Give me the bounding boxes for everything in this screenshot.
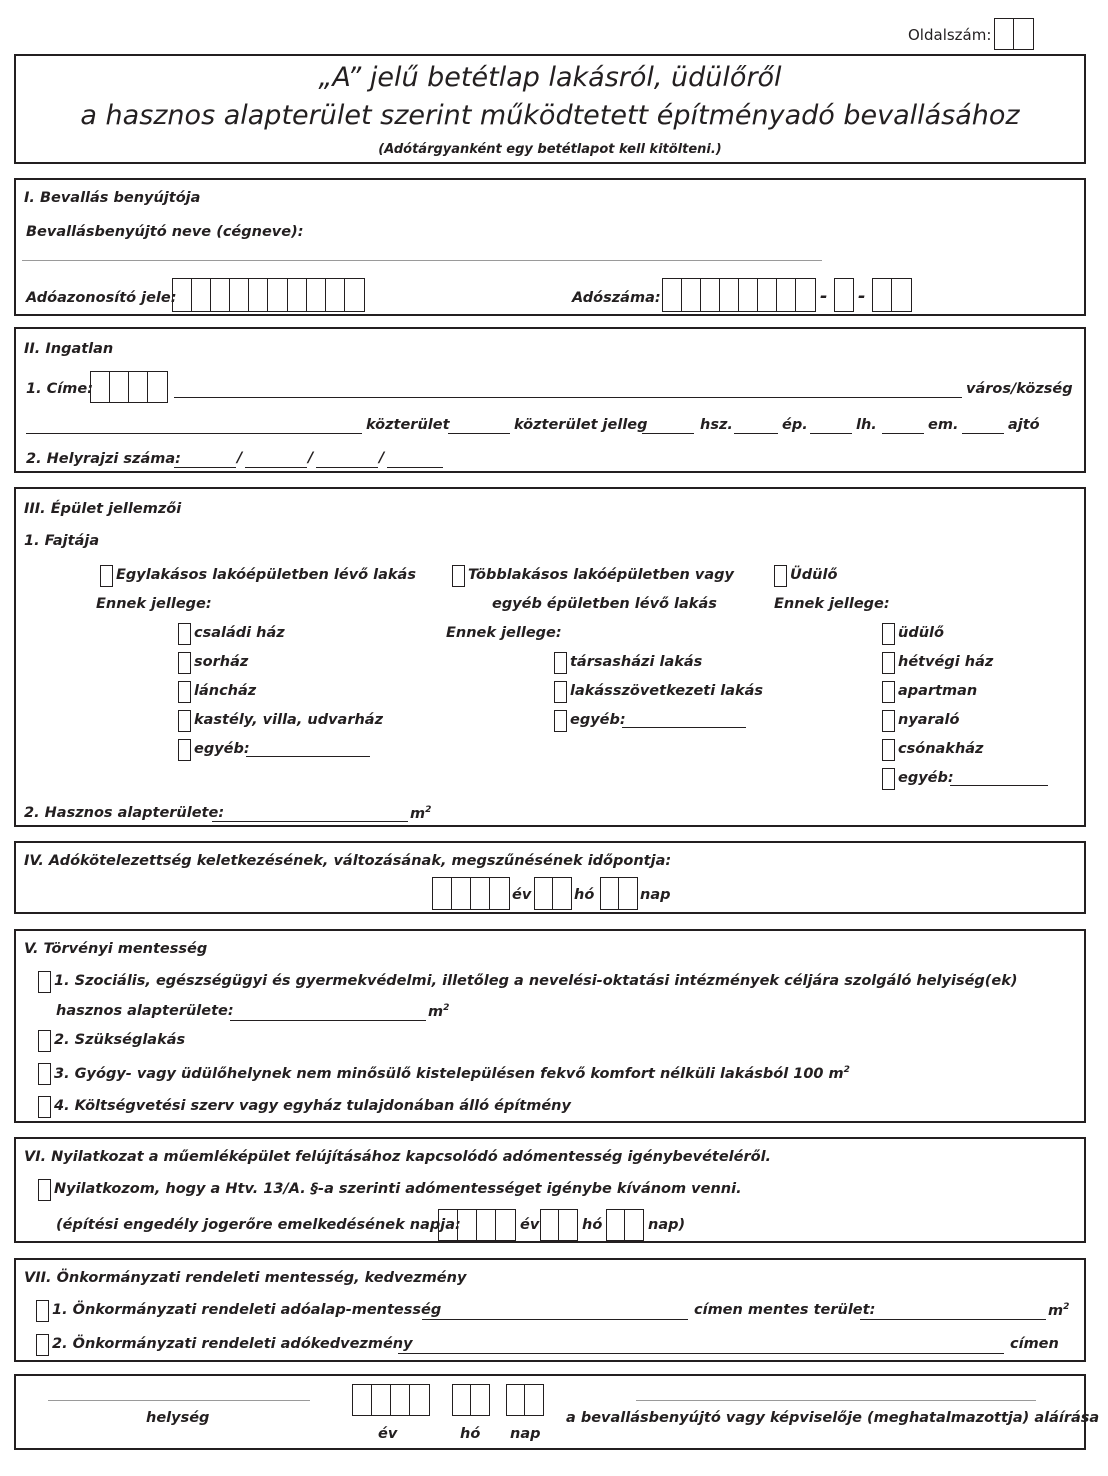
vii-area-unit: $m^2$ xyxy=(1048,1302,1070,1319)
v-item-1b: hasznos alapterülete: xyxy=(56,1003,234,1019)
area-label: 2. Hasznos alapterülete: xyxy=(24,805,225,821)
section-3-title: III. Épület jellemzői xyxy=(24,501,182,517)
checkbox-vii-1[interactable] xyxy=(36,1300,49,1322)
street-type-field[interactable] xyxy=(448,433,510,434)
sig-year-label: év xyxy=(378,1426,398,1442)
checkbox-lakasszovetkezeti[interactable] xyxy=(554,681,567,703)
vi-day-label: nap) xyxy=(648,1217,686,1233)
vii-1-field[interactable] xyxy=(422,1319,688,1320)
section-5-title: V. Törvényi mentesség xyxy=(24,941,208,957)
vii-1-area-field[interactable] xyxy=(860,1319,1046,1320)
hrsz-field-1[interactable] xyxy=(174,467,236,468)
col1-item-1: sorház xyxy=(194,654,249,670)
checkbox-udulo[interactable] xyxy=(774,565,787,587)
col3-egyeb-field[interactable] xyxy=(950,785,1048,786)
page-number-label: Oldalszám: xyxy=(908,26,992,44)
section-7-title: VII. Önkormányzati rendeleti mentesség, kedvezmény xyxy=(24,1270,467,1286)
section-2-title: II. Ingatlan xyxy=(24,341,114,357)
city-label: város/község xyxy=(966,381,1073,397)
col2-egyeb-field[interactable] xyxy=(622,727,746,728)
checkbox-col1-egyeb[interactable] xyxy=(178,739,191,761)
ajto-label: ajtó xyxy=(1008,417,1040,433)
col3-head: Üdülő xyxy=(790,567,838,583)
lh-label: lh. xyxy=(856,417,877,433)
checkbox-nyaralo[interactable] xyxy=(882,710,895,732)
checkbox-hetvegi-haz[interactable] xyxy=(882,652,895,674)
col2-item-1: lakásszövetkezeti lakás xyxy=(570,683,764,699)
section-4-title: IV. Adókötelezettség keletkezésének, változásának, megszűnésének időpontja: xyxy=(24,853,672,869)
col3-item-4: csónakház xyxy=(898,741,984,757)
taxnum-boxes[interactable] xyxy=(662,278,816,312)
hsz-label: hsz. xyxy=(700,417,733,433)
vi-month-label: hó xyxy=(582,1217,603,1233)
hrsz-slash-3: / xyxy=(379,450,385,466)
checkbox-v-3[interactable] xyxy=(38,1063,51,1085)
taxid-boxes[interactable] xyxy=(172,278,365,312)
vii-item-1-mid: címen mentes terület: xyxy=(694,1302,876,1318)
v-item-2: 2. Szükséglakás xyxy=(54,1032,186,1048)
col3-item-1: hétvégi ház xyxy=(898,654,994,670)
checkbox-kastely[interactable] xyxy=(178,710,191,732)
sig-year-boxes[interactable] xyxy=(352,1384,430,1416)
vi-day-boxes[interactable] xyxy=(606,1209,644,1241)
ajto-field[interactable] xyxy=(962,433,1004,434)
col1-item-2: láncház xyxy=(194,683,257,699)
ep-label: ép. xyxy=(782,417,808,433)
col2-item-0: társasházi lakás xyxy=(570,654,703,670)
checkbox-tarsashazi[interactable] xyxy=(554,652,567,674)
section-6 xyxy=(14,1137,1086,1243)
checkbox-sorhaz[interactable] xyxy=(178,652,191,674)
taxid-label: Adóazonosító jele: xyxy=(26,290,177,306)
name-field[interactable] xyxy=(22,260,822,261)
col3-item-5: egyéb: xyxy=(898,770,954,786)
em-field[interactable] xyxy=(882,433,924,434)
checkbox-apartman[interactable] xyxy=(882,681,895,703)
street-field[interactable] xyxy=(26,433,362,434)
ep-field[interactable] xyxy=(734,433,778,434)
col1-item-0: családi ház xyxy=(194,625,285,641)
place-field[interactable] xyxy=(48,1400,310,1401)
col1-item-3: kastély, villa, udvarház xyxy=(194,712,384,728)
sig-month-label: hó xyxy=(460,1426,481,1442)
checkbox-csaladi-haz[interactable] xyxy=(178,623,191,645)
sig-day-label: nap xyxy=(510,1426,541,1442)
col3-item-0: üdülő xyxy=(898,625,944,641)
section-1-title: I. Bevallás benyújtója xyxy=(24,190,201,206)
section-5 xyxy=(14,929,1086,1123)
hrsz-slash-1: / xyxy=(237,450,243,466)
sig-day-boxes[interactable] xyxy=(506,1384,544,1416)
hrsz-label: 2. Helyrajzi száma: xyxy=(26,451,181,467)
s4-day-label: nap xyxy=(640,887,671,903)
col3-item-3: nyaraló xyxy=(898,712,960,728)
street-type-label: közterület jelleg xyxy=(514,417,648,433)
col2-head2: egyéb épületben lévő lakás xyxy=(492,596,717,612)
signature-box xyxy=(14,1374,1100,1450)
city-field[interactable] xyxy=(174,397,962,398)
em-label: em. xyxy=(928,417,959,433)
hrsz-field-4[interactable] xyxy=(387,467,443,468)
type-label: 1. Fajtája xyxy=(24,533,100,549)
v-item-3: 3. Gyógy- vagy üdülőhelynek nem minősülő kistelepülésen fekvő komfort nélküli lakásból 100 $m^2$ xyxy=(54,1065,850,1082)
vii-2-field[interactable] xyxy=(398,1353,1004,1354)
form-title-line2: a hasznos alapterület szerint működtetett építményadó bevallásához xyxy=(80,100,1020,131)
checkbox-v-1[interactable] xyxy=(38,971,51,993)
s4-year-label: év xyxy=(512,887,532,903)
vi-year-boxes[interactable] xyxy=(438,1209,516,1241)
col1-sub: Ennek jellege: xyxy=(96,596,212,612)
col2-sub: Ennek jellege: xyxy=(446,625,562,641)
taxnum-dash-2: - xyxy=(858,286,866,307)
hrsz-slash-2: / xyxy=(308,450,314,466)
section-3 xyxy=(14,487,1086,827)
section-7 xyxy=(14,1258,1086,1362)
section-6-title: VI. Nyilatkozat a műemléképület felújításához kapcsolódó adómentesség igénybevételéről. xyxy=(24,1149,772,1165)
header-box xyxy=(14,54,1086,164)
checkbox-v-4[interactable] xyxy=(38,1096,51,1118)
taxnum-box-mid[interactable] xyxy=(834,278,854,312)
hrsz-field-3[interactable] xyxy=(316,467,378,468)
checkbox-lanchaz[interactable] xyxy=(178,681,191,703)
vi-date-label: (építési engedély jogerőre emelkedésének napja: xyxy=(56,1217,461,1233)
taxnum-box-end[interactable] xyxy=(872,278,912,312)
hrsz-field-2[interactable] xyxy=(245,467,307,468)
section-2 xyxy=(14,327,1086,473)
place-label: helység xyxy=(146,1410,210,1426)
checkbox-vi[interactable] xyxy=(38,1179,51,1201)
col1-egyeb-field[interactable] xyxy=(246,756,370,757)
col2-item-2: egyéb: xyxy=(570,712,626,728)
sig-month-boxes[interactable] xyxy=(452,1384,490,1416)
signature-field[interactable] xyxy=(636,1400,1036,1401)
section-4 xyxy=(14,841,1086,914)
vii-item-2-end: címen xyxy=(1010,1336,1059,1352)
taxnum-dash-1: - xyxy=(820,286,828,307)
col2-head1: Többlakásos lakóépületben vagy xyxy=(468,567,734,583)
s4-day-boxes[interactable] xyxy=(600,877,638,910)
checkbox-col3-udulo[interactable] xyxy=(882,623,895,645)
signature-label: a bevallásbenyújtó vagy képviselője (meghatalmazottja) aláírása xyxy=(566,1410,1100,1426)
street-label: közterület xyxy=(366,417,450,433)
checkbox-col3-egyeb[interactable] xyxy=(882,768,895,790)
page-number-boxes[interactable] xyxy=(994,18,1034,50)
form-note: (Adótárgyanként egy betétlapot kell kitölteni.) xyxy=(378,142,722,157)
checkbox-col2-egyeb[interactable] xyxy=(554,710,567,732)
v-area-field[interactable] xyxy=(230,1020,426,1021)
postcode-boxes[interactable] xyxy=(90,371,168,403)
checkbox-v-2[interactable] xyxy=(38,1030,51,1052)
area-field[interactable] xyxy=(212,821,408,822)
col3-item-2: apartman xyxy=(898,683,978,699)
s4-month-boxes[interactable] xyxy=(534,877,572,910)
v-area-unit: $m^2$ xyxy=(428,1003,450,1020)
col1-head: Egylakásos lakóépületben lévő lakás xyxy=(116,567,416,583)
v-item-1: 1. Szociális, egészségügyi és gyermekvédelmi, illetőleg a nevelési-oktatási intézmények céljára szolgáló helyiség(ek) xyxy=(54,973,1018,989)
checkbox-csonakhaz[interactable] xyxy=(882,739,895,761)
form-title-line1: „A” jelű betétlap lakásról, üdülőről xyxy=(318,62,782,93)
vi-year-label: év xyxy=(520,1217,540,1233)
address-label: 1. Címe: xyxy=(26,381,93,397)
col1-item-4: egyéb: xyxy=(194,741,250,757)
checkbox-egylakasos[interactable] xyxy=(100,565,113,587)
vii-item-2: 2. Önkormányzati rendeleti adókedvezmény xyxy=(52,1336,413,1352)
col3-sub: Ennek jellege: xyxy=(774,596,890,612)
name-label: Bevallásbenyújtó neve (cégneve): xyxy=(26,224,304,240)
section-1 xyxy=(14,178,1086,316)
s4-month-label: hó xyxy=(574,887,595,903)
checkbox-vii-2[interactable] xyxy=(36,1334,49,1356)
v-item-4: 4. Költségvetési szerv vagy egyház tulajdonában álló építmény xyxy=(54,1098,571,1114)
vi-statement: Nyilatkozom, hogy a Htv. 13/A. §-a szerinti adómentességet igénybe kívánom venni. xyxy=(54,1181,742,1197)
vi-month-boxes[interactable] xyxy=(540,1209,578,1241)
s4-year-boxes[interactable] xyxy=(432,877,510,910)
lh-field[interactable] xyxy=(810,433,852,434)
hsz-field[interactable] xyxy=(642,433,694,434)
checkbox-tobblakasos[interactable] xyxy=(452,565,465,587)
area-unit: $m^2$ xyxy=(410,805,432,822)
vii-item-1: 1. Önkormányzati rendeleti adóalap-mentesség xyxy=(52,1302,442,1318)
taxnum-label: Adószáma: xyxy=(572,290,661,306)
